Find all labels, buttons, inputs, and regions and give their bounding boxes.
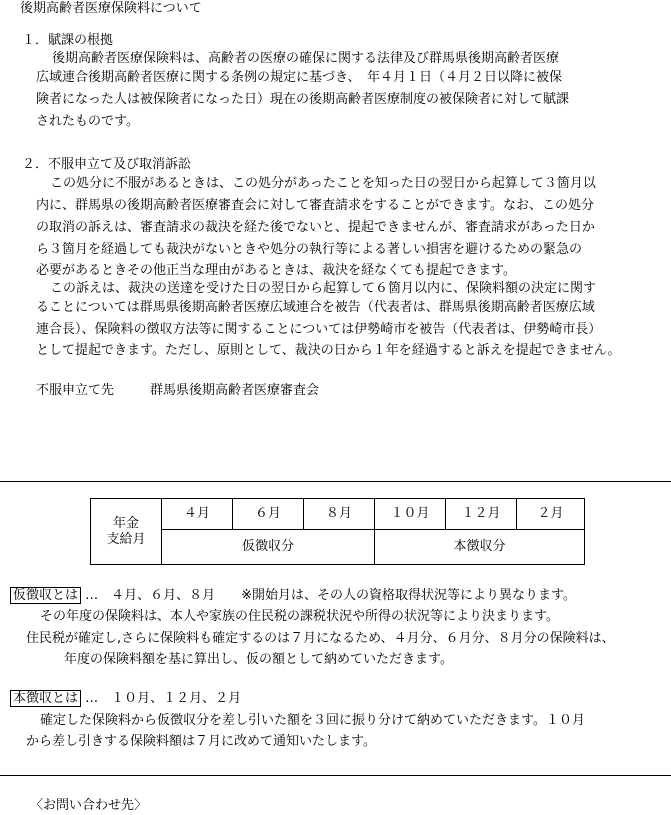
row-header-line: 年金: [112, 515, 139, 531]
month-cell: ４月: [162, 499, 233, 530]
section2-line: ることについては群馬県後期高齢者医療広域連合を被告（代表者は、群馬県後期高齢者医療広域: [36, 300, 595, 315]
row-header-line: 支給月: [106, 531, 146, 547]
month-cell: １２月: [446, 499, 517, 530]
collection-schedule-table: [90, 498, 585, 565]
section2-line: の取消の訴えは、審査請求の裁決を経た後でないと、提起できませんが、審査請求があった日か: [36, 220, 595, 235]
section2-line: この処分に不服があるときは、この処分があったことを知った日の翌日から起算して３箇月以: [50, 176, 596, 191]
provisional-line: その年度の保険料は、本人や家族の住民税の課税状況や所得の状況等により決まります。: [40, 609, 559, 624]
final-heading-row: [10, 690, 241, 708]
provisional-summary: … ４月、６月、８月 ※開始月は、その人の資格取得状況等により異なります。: [85, 588, 577, 603]
provisional-line: 住民税が確定し,さらに保険料も確定するのは７月になるため、４月分、６月分、８月分の保険料は、: [26, 631, 615, 646]
month-cell: ２月: [517, 499, 585, 530]
section2-line: 連合長）、保険料の徴収方法等に関することについては伊勢崎市を被告（代表者は、伊勢崎市長）: [36, 322, 602, 337]
contact-label: 〈お問い合わせ先〉: [30, 798, 148, 813]
group-cell-provisional: 仮徴収分: [162, 530, 375, 565]
section1-line: 広域連合後期高齢者医療に関する条例の規定に基づき、 年４月１日（４月２日以降に被保: [36, 70, 562, 85]
final-line: 確定した保険料から仮徴収分を差し引いた額を３回に振り分けて納めていただきます。１０月: [40, 713, 585, 728]
provisional-heading-row: [10, 587, 576, 605]
provisional-label: 仮徴収とは: [10, 587, 81, 604]
month-cell: １０月: [375, 499, 446, 530]
section1-line: 険者になった人は被保険者になった日）現在の後期高齢者医療制度の被保険者に対して賦課: [36, 92, 570, 107]
section2-line: この訴えは、裁決の送達を受けた日の翌日から起算して６箇月以内に、保険料額の決定に関す: [50, 281, 597, 296]
final-summary: … １０月、１２月、２月: [85, 691, 242, 706]
section-divider: [0, 481, 671, 482]
final-line: から差し引きする保険料額は７月に改めて通知いたします。: [26, 734, 376, 749]
group-cell-final: 本徴収分: [375, 530, 585, 565]
section2-line: として提起できます。ただし、原則として、裁決の日から１年を経過すると訴えを提起できません。: [36, 343, 621, 358]
month-cell: ８月: [304, 499, 375, 530]
page-title: 後期高齢者医療保険料について: [20, 1, 202, 16]
section2-line: ら３箇月を経過しても裁決がないときや処分の執行等による著しい損害を避けるための緊急の: [36, 242, 583, 257]
section1-heading: １．賦課の根拠: [22, 33, 114, 48]
month-cell: ６月: [233, 499, 304, 530]
section2-line: 必要があるときその他正当な理由があるときは、裁決を経なくても提起できます。: [36, 263, 516, 278]
section2-heading: ２．不服申立て及び取消訴訟: [22, 157, 192, 172]
appeal-destination-label: 不服申立て先: [36, 383, 115, 398]
section2-line: 内に、群馬県の後期高齢者医療審査会に対して審査請求をすることができます。なお、この処分: [36, 198, 594, 213]
final-label: 本徴収とは: [10, 690, 81, 707]
section1-line: 後期高齢者医療保険料は、高齢者の医療の確保に関する法律及び群馬県後期高齢者医療: [52, 51, 560, 66]
table-row-header: [91, 499, 162, 565]
section1-line: されたものです。: [36, 114, 139, 129]
section-divider: [0, 775, 671, 776]
appeal-destination-value: 群馬県後期高齢者医療審査会: [150, 383, 320, 398]
provisional-line: 年度の保険料額を基に算出し、仮の額として納めていただきます。: [64, 652, 453, 667]
